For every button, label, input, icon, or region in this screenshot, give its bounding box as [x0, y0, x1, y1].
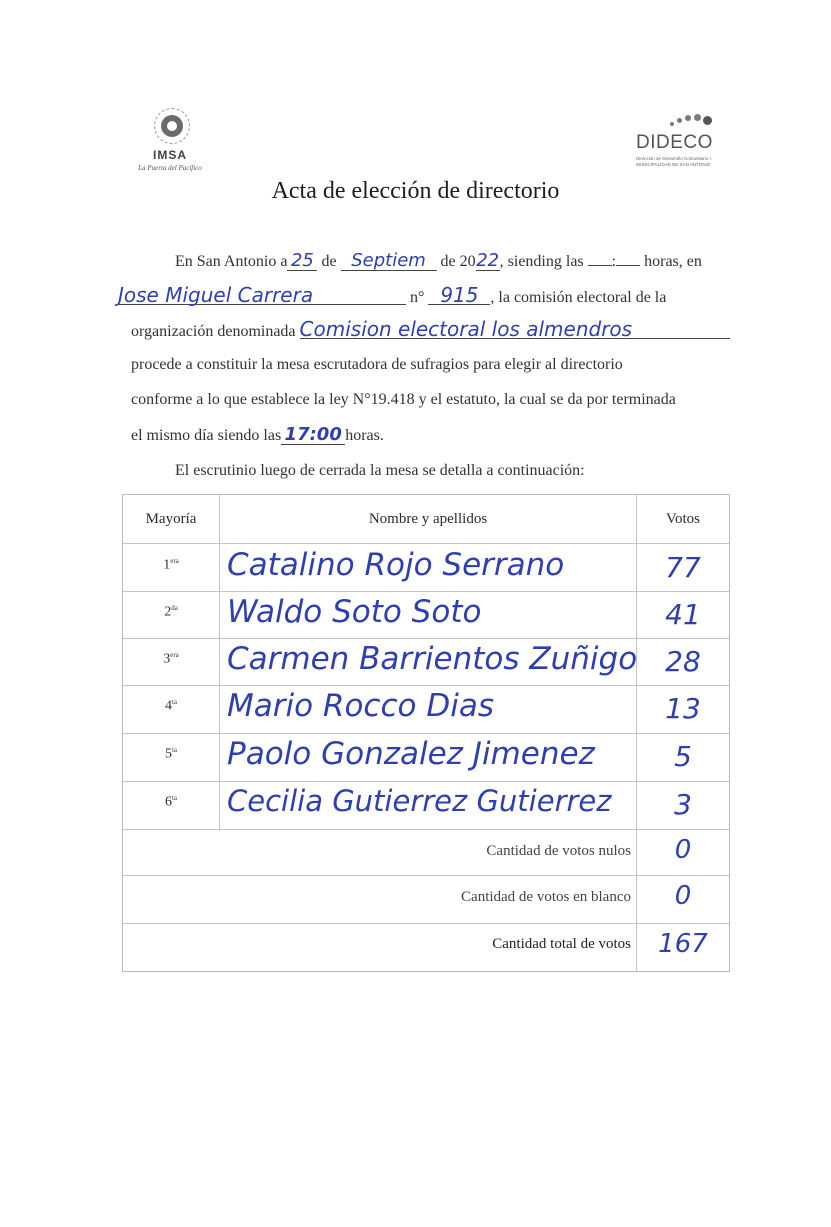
header-mayoria: Mayoría: [145, 511, 197, 527]
rank-cell: $4^{ta}$: [164, 698, 178, 714]
candidate-votes: 41: [665, 598, 701, 631]
null-votes-label: Cantidad de votos nulos: [486, 843, 631, 859]
candidate-name: Catalino Rojo Serrano: [227, 547, 565, 583]
text-horas-en: horas, en: [644, 253, 702, 270]
day-field: 25: [287, 252, 317, 271]
end-time-field: 17:00: [281, 426, 345, 445]
year-field: 22: [476, 250, 500, 271]
text-comision-electoral: , la comisión electoral de la: [490, 289, 667, 306]
text-siendo-las-end: el mismo día siendo las: [131, 427, 282, 444]
rank-cell: $6^{ta}$: [164, 794, 178, 810]
candidate-name: Paolo Gonzalez Jimenez: [227, 736, 595, 772]
null-votes-value: 0: [674, 835, 692, 865]
organization-field: Comision electoral los almendros: [300, 320, 730, 339]
intro-line-1: [175, 252, 702, 271]
month-field: Septiem: [341, 252, 437, 271]
text-de-20: de 20: [440, 253, 476, 270]
candidate-name: Cecilia Gutierrez Gutierrez: [227, 784, 612, 818]
candidate-votes: 5: [674, 740, 692, 773]
start-hour-field: [588, 265, 612, 266]
intro-line-4: procede a constituir la mesa escrutadora de sufragios para elegir al directorio: [131, 356, 623, 373]
candidate-name: Mario Rocco Dias: [227, 688, 494, 724]
candidate-votes: 28: [665, 645, 701, 678]
number-field: 915: [428, 286, 490, 305]
dideco-logo-subtitle: Dirección de Desarrollo Comunitario I. MUNICIPALIDAD DE SAN ANTONIO: [636, 156, 713, 167]
candidate-votes: 13: [665, 692, 701, 725]
text-en-san-antonio: En San Antonio a: [175, 253, 288, 270]
dideco-logo: [630, 112, 720, 172]
intro-line-5: conforme a lo que establece la ley N°19.418 y el estatuto, la cual se da por terminada: [131, 391, 676, 408]
candidate-name: Carmen Barrientos Zuñigo: [227, 641, 638, 677]
rank-cell: $2^{da}$: [164, 604, 178, 620]
candidate-votes: 77: [665, 551, 701, 584]
imsa-emblem-icon: [154, 108, 190, 144]
text-horas: horas.: [345, 427, 384, 444]
intro-line-3: [131, 317, 730, 341]
place-field: Jose Miguel Carrera: [118, 286, 406, 305]
imsa-logo-name: IMSA: [153, 148, 187, 162]
blank-votes-label: Cantidad de votos en blanco: [461, 889, 631, 905]
total-votes-value: 167: [658, 929, 708, 959]
blank-votes-value: 0: [674, 881, 692, 911]
text-colon: :: [611, 253, 617, 270]
intro-line-7: El escrutinio luego de cerrada la mesa se detalla a continuación:: [175, 462, 585, 479]
text-de: de: [321, 253, 337, 270]
imsa-logo-tagline: La Puerta del Pacífico: [138, 164, 202, 172]
intro-line-6: [131, 426, 384, 445]
text-numero: n°: [410, 289, 425, 306]
dideco-logo-name: DIDECO: [636, 132, 713, 153]
text-organizacion-denominada: organización denominada: [131, 323, 296, 340]
header-votos: Votos: [666, 511, 700, 527]
header-nombre: Nombre y apellidos: [368, 511, 488, 527]
text-siendo-las: , siending las: [499, 253, 584, 270]
dideco-dots-icon: [670, 112, 710, 130]
results-table: [122, 494, 730, 972]
imsa-logo: [130, 108, 210, 178]
rank-cell: $3^{era}$: [163, 651, 179, 667]
start-minute-field: [616, 265, 640, 266]
candidate-name: Waldo Soto Soto: [227, 594, 482, 630]
document-title: Acta de elección de directorio: [271, 178, 560, 204]
intro-line-2: [118, 283, 667, 307]
total-votes-label: Cantidad total de votos: [492, 936, 631, 952]
rank-cell: $1^{era}$: [163, 557, 179, 573]
rank-cell: $5^{ta}$: [164, 746, 178, 762]
candidate-votes: 3: [674, 788, 692, 821]
